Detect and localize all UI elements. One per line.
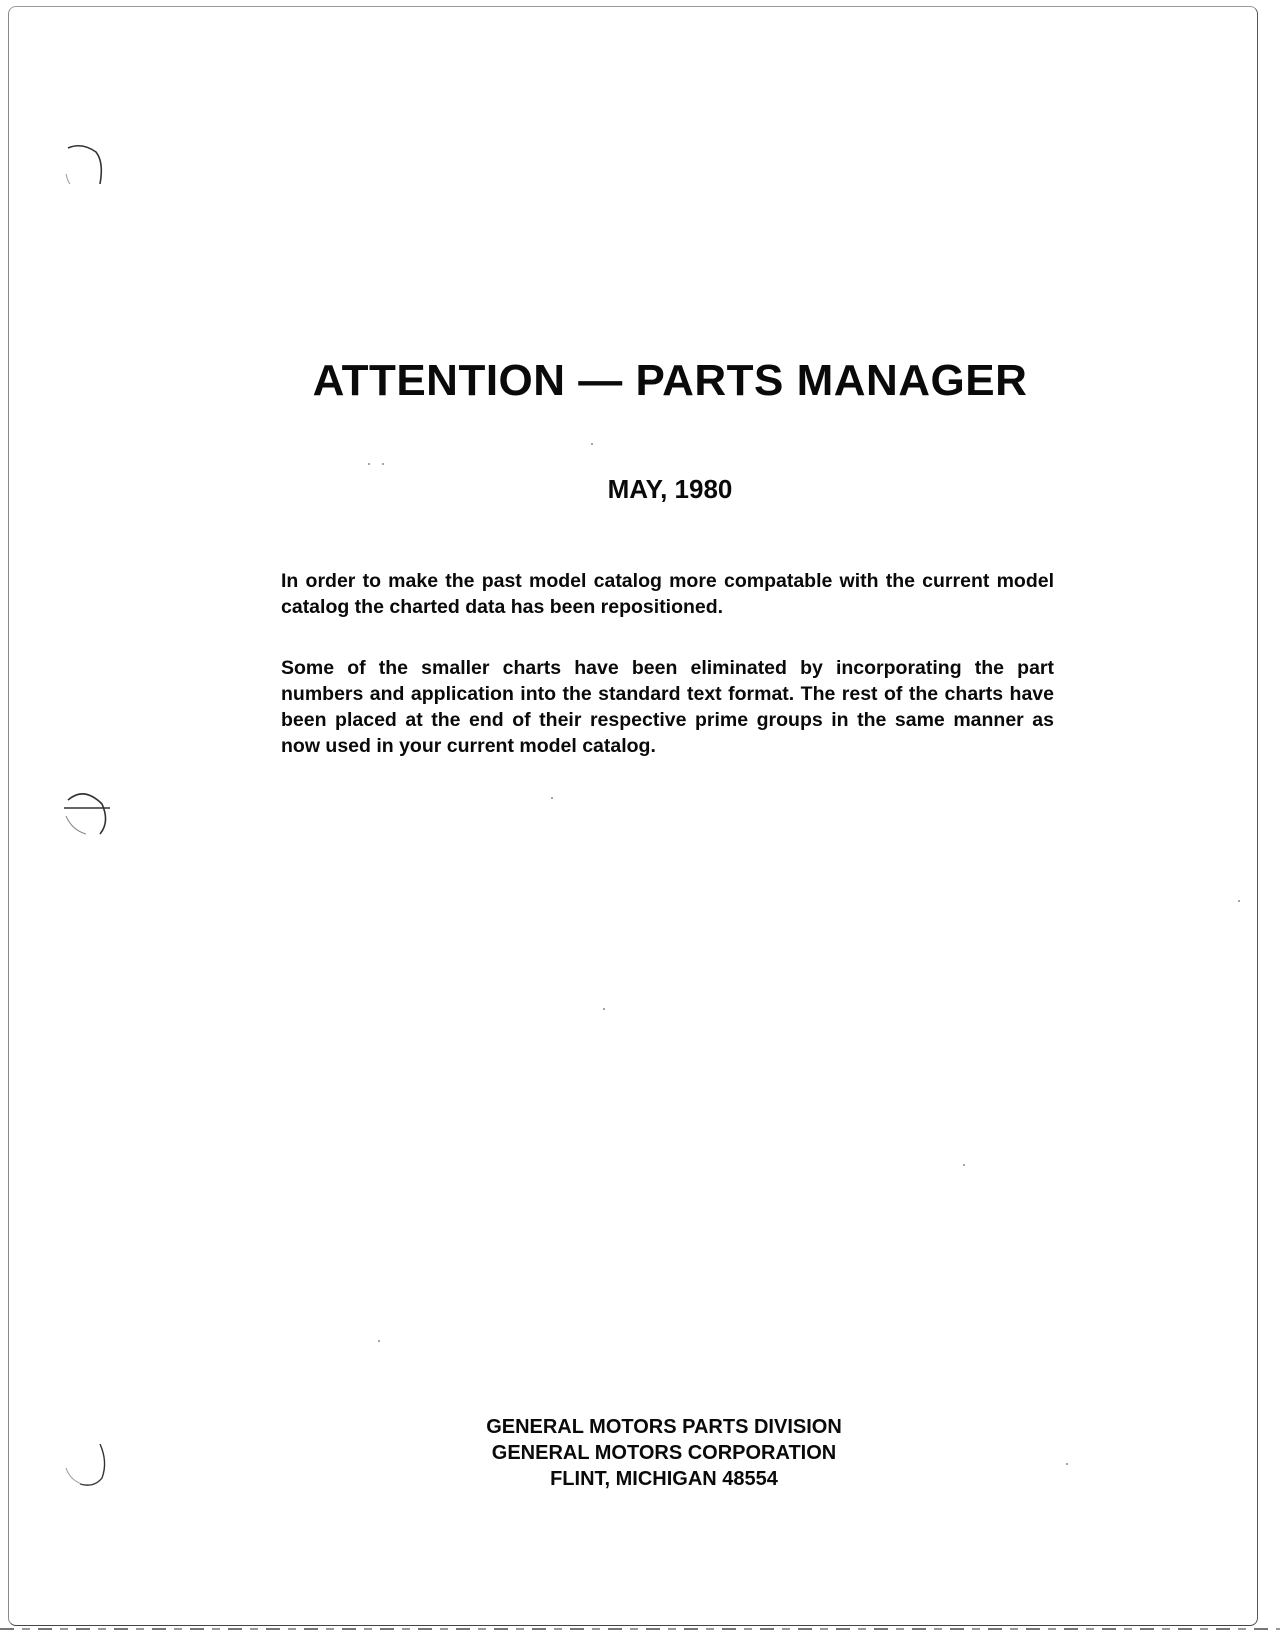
- page-title: ATTENTION — PARTS MANAGER: [312, 356, 1028, 405]
- scan-speck: [551, 797, 553, 799]
- scan-speck: [963, 1164, 965, 1166]
- publisher-corporation: GENERAL MOTORS CORPORATION: [491, 1442, 837, 1464]
- scan-bottom-edge: [0, 1628, 1280, 1630]
- punch-hole-icon: [60, 786, 112, 838]
- publisher-location: FLINT, MICHIGAN 48554: [550, 1468, 778, 1490]
- publisher-address: [0, 1414, 1280, 1492]
- document-date: MAY, 1980: [607, 474, 733, 504]
- page-border: [8, 6, 1258, 1626]
- scan-speck: [1238, 900, 1240, 902]
- body-paragraph: In order to make the past model catalog more compatable with the current model catalog the charted data has been repositioned.: [281, 570, 1054, 618]
- scan-speck: [591, 443, 593, 445]
- scan-speck: [368, 463, 370, 465]
- scan-speck: [382, 463, 384, 465]
- scan-speck: [603, 1008, 605, 1010]
- punch-hole-icon: [60, 140, 112, 192]
- body-paragraph: Some of the smaller charts have been eliminated by incorporating the part numbers and application into the standard text format. The rest of the charts have been placed at the end of their respective prime groups in the same manner as now used in your current model catalog.: [281, 657, 1054, 757]
- publisher-division: GENERAL MOTORS PARTS DIVISION: [486, 1416, 842, 1438]
- scan-speck: [378, 1340, 380, 1342]
